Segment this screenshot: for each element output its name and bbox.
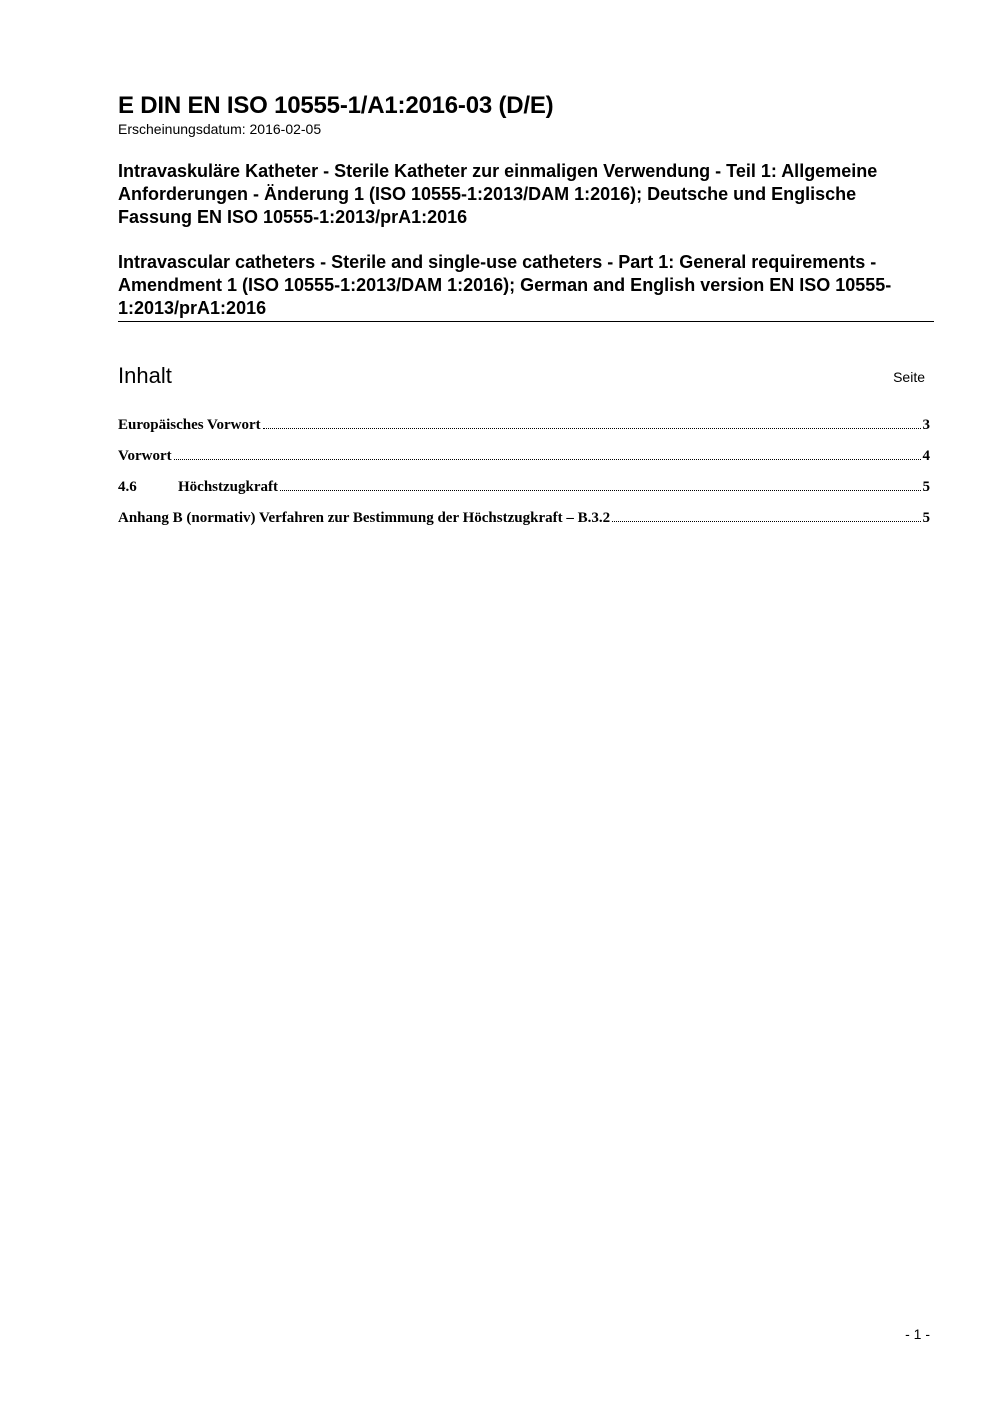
toc-entry-vorwort[interactable]: [118, 447, 930, 478]
document-page: [118, 92, 934, 540]
toc-header: [118, 363, 934, 391]
title-german: Intravaskuläre Katheter - Sterile Katheter zur einmaligen Verwendung - Teil 1: Allgemeine Anforderungen - Änderung 1 (ISO 10555-1:2013/DAM 1:2016); Deutsche und Englische Fassung EN ISO 10555-1:2013/prA1:2016: [118, 161, 878, 227]
toc-entry-text: Europäisches Vorwort: [118, 417, 261, 433]
toc-entry-text: Anhang B (normativ) Verfahren zur Bestimmung der Höchstzugkraft – B.3.2: [118, 510, 611, 526]
toc-leader-dots: [612, 521, 920, 522]
toc-entry-page: 5: [922, 510, 930, 526]
toc-entry-page: 4: [922, 448, 930, 464]
toc-entry-text: Vorwort: [118, 448, 172, 464]
title-divider: [118, 321, 934, 322]
toc-page-label: Seite: [893, 369, 925, 385]
toc-leader-dots: [174, 459, 921, 460]
toc-leader-dots: [263, 428, 921, 429]
title-english: Intravascular catheters - Sterile and single-use catheters - Part 1: General requirements - Amendment 1 (ISO 10555-1:2013/DAM 1:2016); German and English version EN ISO 10555-1:2013/prA1:2016: [118, 252, 892, 318]
toc-entry-europaeisches-vorwort[interactable]: [118, 416, 930, 447]
page-number: - 1 -: [905, 1326, 930, 1342]
toc-entry-number: 4.6: [118, 479, 137, 495]
publication-date: Erscheinungsdatum: 2016-02-05: [118, 121, 322, 137]
toc-entry-page: 5: [922, 479, 930, 495]
toc-title: Inhalt: [118, 363, 172, 388]
table-of-contents: [118, 416, 930, 540]
toc-leader-dots: [280, 490, 921, 491]
toc-entry-anhang-b[interactable]: [118, 509, 930, 540]
toc-entry-text: Höchstzugkraft: [178, 479, 278, 495]
toc-entry-hoechstzugkraft[interactable]: [118, 478, 930, 509]
toc-entry-page: 3: [922, 417, 930, 433]
document-id: E DIN EN ISO 10555-1/A1:2016-03 (D/E): [118, 92, 554, 119]
